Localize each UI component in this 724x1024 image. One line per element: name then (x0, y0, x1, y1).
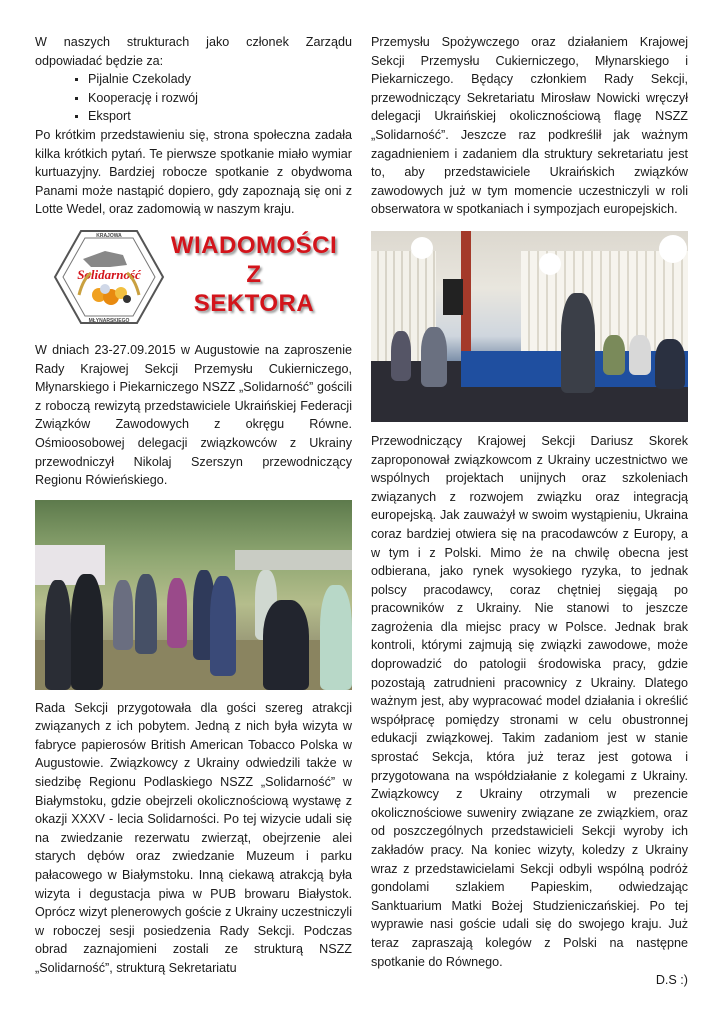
person (45, 580, 71, 690)
person (210, 576, 236, 676)
person (71, 574, 103, 690)
headline-line: WIADOMOŚCI (170, 231, 338, 259)
headline (163, 231, 345, 318)
person (655, 339, 685, 389)
person (135, 574, 157, 654)
list-item: Kooperację i rozwój (75, 89, 352, 108)
person (113, 580, 133, 650)
list-item: Eksport (75, 107, 352, 126)
headline-line: Z (246, 260, 262, 288)
person (391, 331, 411, 381)
person (629, 335, 651, 375)
building (235, 550, 352, 570)
list-item: Pijalnie Czekolady (75, 70, 352, 89)
right-column (371, 33, 688, 990)
responsibilities-list (35, 70, 352, 126)
person (167, 578, 187, 648)
lamp (539, 253, 561, 275)
person (421, 327, 447, 387)
section-news-logo (35, 225, 352, 333)
person (561, 293, 595, 393)
svg-text:KRAJOWA: KRAJOWA (96, 232, 122, 239)
person (263, 600, 309, 690)
solidarnosc-section-emblem (53, 229, 165, 325)
lamp (411, 237, 433, 259)
paragraph: W dniach 23-27.09.2015 w Augustowie na zaproszenie Rady Krajowej Sekcji Przemysłu Cukierniczego, Młynarskiego i Piekarniczego NSZZ „Solidarność” gościli z roboczą rewizytą przedstawiciele Ukraińskiej Federacji Związków Zawodowych z okręgu Równe. Ośmioosobowej delegacji związkowców z Ukrainy przewodniczył Nikolaj Szerszyn przewodniczący Regionu Rówieńskiego. (35, 342, 352, 488)
paragraph: Przewodniczący Krajowej Sekcji Dariusz Skorek zaproponował związkowcom z Ukrainy uczestnictwo we wspólnych projektach unijnych oraz szkoleniach związanych z rozwojem związku oraz integracją europejską. Jak zauważył w swoim wystąpieniu, Ukraina coraz bardziej otwiera się na pracodawców z Europy, a w tym i z Polski. Mimo że na chwilę obecna jest odbierana, jako rynek wysokiego ryzyka, to jednak polscy pracodawcy, coraz chętniej sięgają po pracowników z Ukrainy. Nie stanowi to jeszcze zagrożenia dla miejsc pracy w Polsce. Jednak brak kontroli, którymi zajmują się związki zawodowe, może doprowadzić do patologii środowiska pracy, gdzie pozostają zatrudnieni pracownicy z Ukrainy. Dlatego ważnym jest, aby wypracować model działania i określić współpracę pomiędzy stronami w celu obustronnej edukacji związkowej. Takim zadaniom jest w stanie sprostać Sekcja, która już teraz jest gotowa i przygotowana na współdziałanie z kolegami z Ukrainy. Związkowcy z Ukrainy otrzymali w prezencie okolicznościowe suweniry związane ze związkiem, oraz od poszczególnych przedstawicieli Sekcji wyroby ich zakładów pracy. Na koniec wizyty, koledzy z Ukrainy wraz z przedstawicielami Sekcji odbyli wspólną podróż gondolami szlakiem Papieskim, odwiedzając Sanktuarium Matki Bożej Studzieniczańskiej. Po tej wyprawie nasi goście udali się do swojego kraju. Już teraz zapraszają kolegów z Polski na następne spotkanie do Równego. (371, 433, 688, 969)
paragraph: Rada Sekcji przygotowała dla gości szereg atrakcji związanych z ich pobytem. Jedną z nich była wizyta w fabryce papierosów British American Tobacco Polska w Augustowie. Związkowcy z Ukrainy odwiedzili także w siedzibę Regionu Podlaskiego NSZZ „Solidarność” w Białymstoku, gdzie obejrzeli okolicznościową wystawę z okazji XXXV - lecia Solidarności. Po tej wizycie udali się na zwiedzanie rezerwatu zwierząt, obejrzenie alei starych dębów oraz zwiedzanie Muzeum i parku pałacowego w Białymstoku. Inną ciekawą atrakcją była wizyta i degustacja piwa w PUB browaru Białystok. Oprócz wizyt plenerowych goście z Ukrainy uczestniczyli w roboczej sesji posiedzenia Rady Sekcji. Podczas obrad zaznajomieni zostali ze strukturą NSZZ „Solidarność”, strukturą Sekretariatu (35, 700, 352, 975)
headline-line: SEKTORA (193, 289, 315, 317)
svg-text:Solidarność: Solidarność (77, 266, 141, 282)
meeting-session-photo (371, 231, 688, 422)
intro-paragraph: W naszych strukturach jako członek Zarządu odpowiadać będzie za: (35, 35, 352, 68)
svg-text:MŁYNARSKIEGO: MŁYNARSKIEGO (88, 317, 130, 324)
paragraph: Przemysłu Spożywczego oraz działaniem Krajowej Sekcji Przemysłu Cukierniczego, Młynarskiego i Piekarniczego. Będący członkiem Rady Sekcji, przewodniczący Sekretariatu Mirosław Nowicki wręczył delegacji Ukraińskiej okolicznościową flagę NSZZ „Solidarność”. Jeszcze raz podkreślił jak ważnym zagadnieniem i zadaniem dla struktury sekretariatu jest to, aby przedstawiciele Ukraińskich związków zawodowych już w tym momencie uczestniczyli w roli obserwatora w spotkaniach i sympozjach europejskich. (371, 35, 688, 217)
paragraph: Po krótkim przedstawieniu się, strona społeczna zadała kilka krótkich pytań. Te pierwsze spotkanie miało wymiar kurtuazyjny. Bardziej robocze spotkanie z obydwoma Panami może nastąpić dopiero, gdy zapoznają się oni z Lotte Wedel, oraz zadomowią w naszym kraju. (35, 127, 352, 217)
signature: D.S :) (655, 973, 688, 988)
person (320, 585, 352, 690)
delegation-outdoor-photo (35, 500, 352, 690)
person (603, 335, 625, 375)
speaker (443, 279, 463, 315)
lamp (659, 235, 687, 263)
left-column (35, 33, 352, 978)
